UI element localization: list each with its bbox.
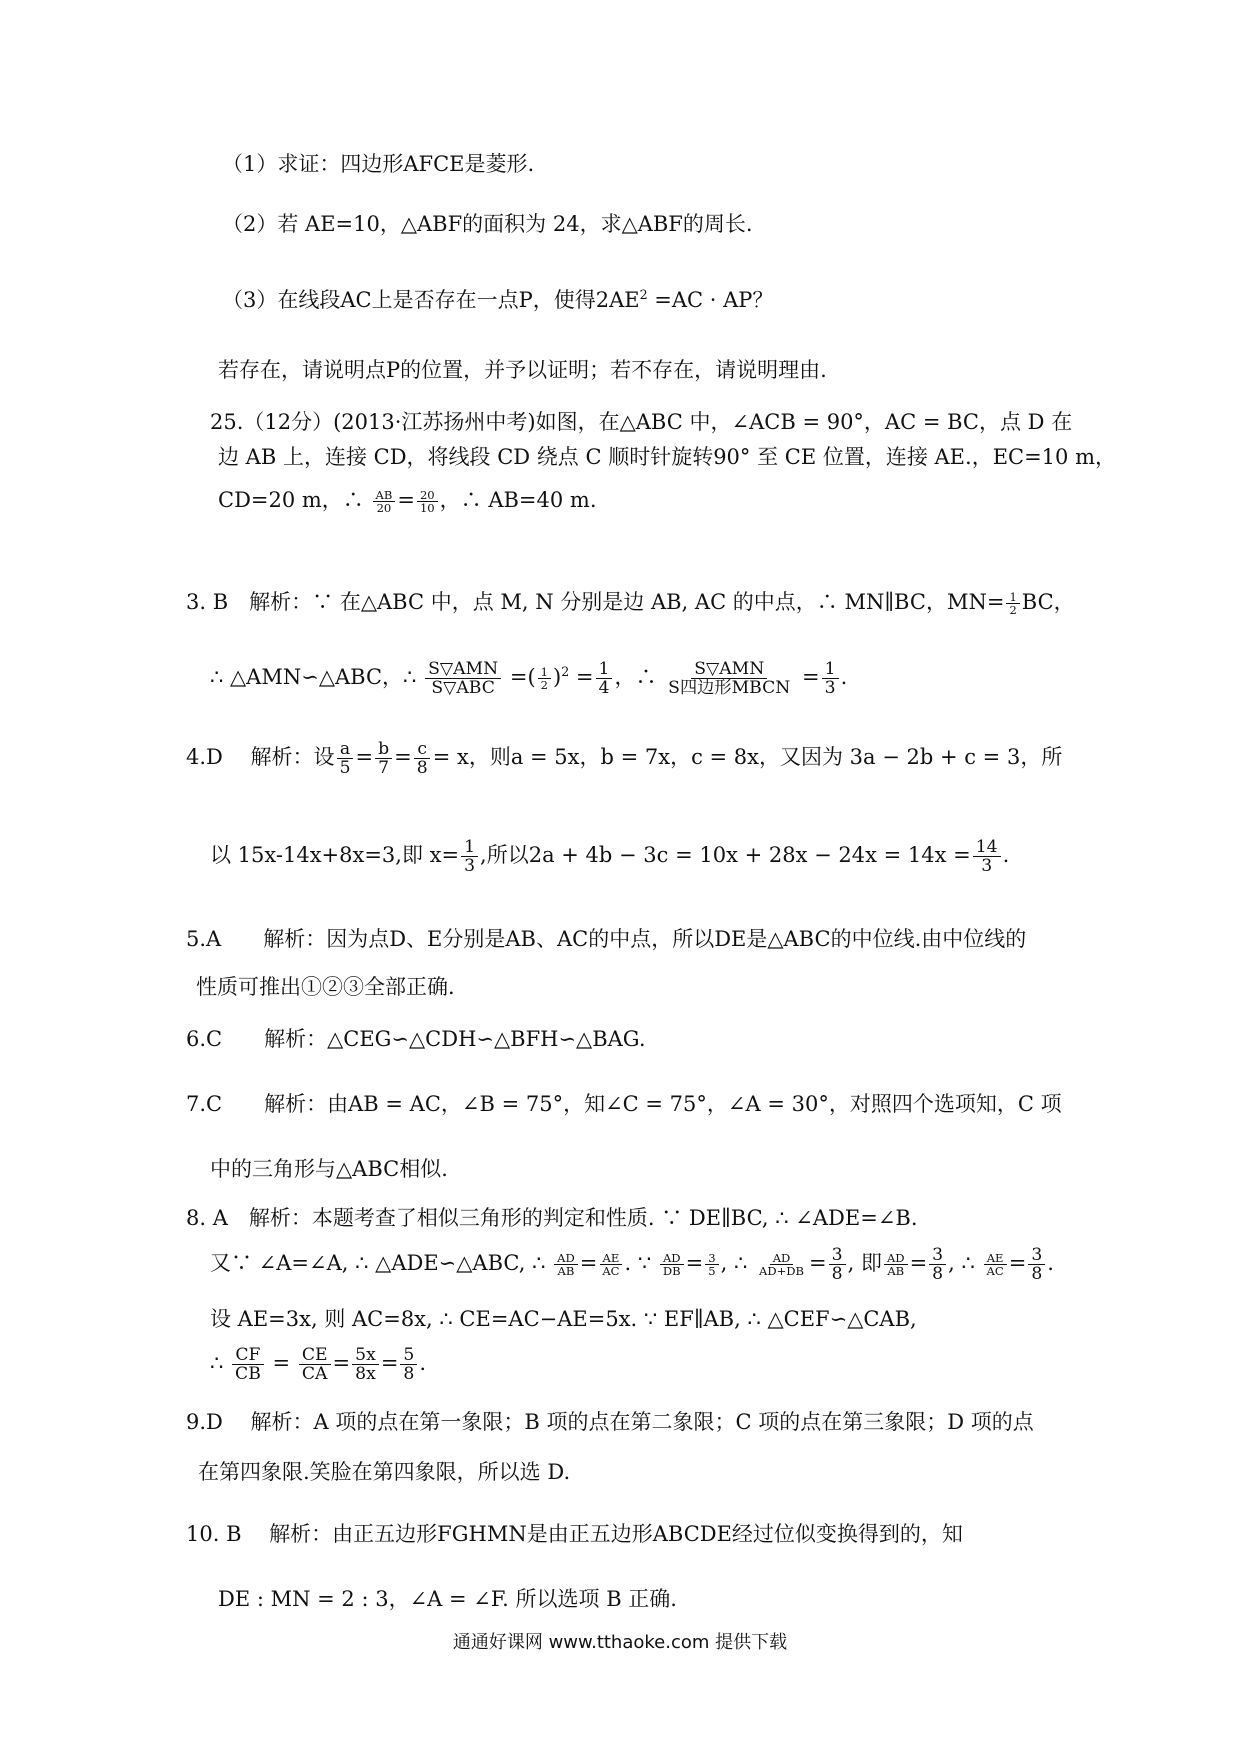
- equals: =: [685, 1251, 704, 1276]
- fraction: [538, 666, 551, 691]
- equals: =: [809, 1251, 827, 1276]
- text: . ∵: [624, 1251, 658, 1276]
- fraction: [232, 1346, 264, 1383]
- numerator: CE: [299, 1346, 331, 1365]
- text: 又∵ ∠A=∠A, ∴ △ADE∽△ABC, ∴: [210, 1251, 553, 1276]
- equals: =: [909, 1251, 928, 1276]
- numerator: 5x: [352, 1346, 379, 1365]
- fraction: [299, 1346, 331, 1383]
- part-3-text-end: =AC · AP？: [647, 288, 774, 312]
- denominator: DB: [662, 1264, 681, 1279]
- answer-4-line-1: 4.D 解析：设 $\frac{a}{5}$ = $\frac{b}{7}$ = $\frac{c}{8}$ = x，则a = 5x，b = 7x，c = 8x，又因为 3a − 2b + c = 3，所: [186, 739, 1063, 779]
- answer-5-line-1: 5.A 解析：因为点D、E分别是AB、AC的中点，所以DE是△ABC的中位线.由中位线的: [186, 927, 1027, 951]
- text: ,所以2a + 4b − 3c = 10x + 28x − 24x = 14x =: [480, 843, 971, 868]
- answer-10-line-2: DE : MN = 2 : 3，∠A = ∠F. 所以选项 B 正确.: [218, 1587, 677, 1611]
- text: , ∴: [720, 1251, 755, 1276]
- equals: =: [1008, 1251, 1027, 1276]
- question-24-part-3: [222, 287, 773, 313]
- answer-9-line-2: 在第四象限.笑脸在第四象限，所以选 D.: [198, 1460, 571, 1484]
- denominator: 8: [416, 758, 428, 779]
- exponent: 2: [561, 664, 570, 680]
- fraction: [660, 1252, 684, 1277]
- numerator: CF: [232, 1346, 263, 1365]
- numerator: 5: [400, 1346, 417, 1365]
- numerator: AD: [660, 1252, 684, 1265]
- fraction: [375, 740, 392, 777]
- answer-3-line-2: ∴ △AMN∽△ABC，∴ $\frac{\text{S▽AMN}}{\text{S▽ABC}}$ =( $\frac{1}{2}$ )$^2$ = $\frac{1}{4}$ ，∴ $\frac{\text{S▽AMN}}{\text{S四边形MBCN}}$ = $\frac{1}{3}$ .: [210, 659, 848, 699]
- denominator: 8: [403, 1364, 415, 1385]
- fraction: [554, 1252, 578, 1277]
- text: BC，: [1021, 590, 1075, 614]
- denominator: 8: [1031, 1264, 1043, 1285]
- numerator: 1: [461, 838, 478, 857]
- text: 4.D 解析：设: [186, 745, 335, 770]
- fraction: [373, 489, 396, 514]
- answer-9-line-1: 9.D 解析：A 项的点在第一象限；B 项的点在第二象限；C 项的点在第三象限；D 项的点: [186, 1410, 1034, 1434]
- denominator: 2: [540, 678, 549, 693]
- answer-8-line-4: ∴ $\frac{CF}{CB}$ = $\frac{CE}{CA}$ = $\frac{5x}{8x}$ = $\frac{5}{8}$ .: [210, 1345, 427, 1385]
- numerator: 1: [822, 660, 839, 679]
- answer-8-line-3: 设 AE=3x, 则 AC=8x, ∴ CE=AC−AE=5x. ∵ EF∥AB, ∴ △CEF∽△CAB,: [210, 1307, 917, 1331]
- page-footer: 通通好课网 www.tthaoke.com 提供下载: [452, 1632, 788, 1653]
- equals: =: [579, 1251, 598, 1276]
- fraction: [414, 740, 431, 777]
- fraction: [1006, 591, 1019, 616]
- numerator: AD: [554, 1252, 578, 1265]
- denominator: S▽ABC: [431, 678, 495, 699]
- text: 3. B 解析：∵ 在△ABC 中，点 M, N 分别是边 AB, AC 的中点，∴ MN∥BC，MN=: [186, 590, 1005, 614]
- denominator: 7: [378, 758, 390, 779]
- denominator: 4: [598, 678, 610, 699]
- fraction: [337, 740, 354, 777]
- numerator: S▽AMN: [425, 660, 501, 679]
- numerator: 1: [538, 666, 551, 679]
- denominator: CB: [235, 1364, 261, 1385]
- fraction: [599, 1252, 622, 1277]
- denominator: AD+DB: [759, 1264, 805, 1279]
- denominator: 3: [464, 856, 476, 877]
- answer-3-line-1: [186, 590, 1075, 616]
- text: ，∴ AB=40 m.: [439, 488, 597, 512]
- numerator: b: [375, 740, 392, 759]
- numerator: S▽AMN: [691, 660, 767, 679]
- answer-7-line-2: 中的三角形与△ABC相似.: [210, 1157, 448, 1181]
- fraction: [425, 660, 501, 697]
- numerator: 20: [417, 489, 438, 502]
- denominator: AC: [986, 1264, 1004, 1279]
- text: , ∴: [948, 1251, 982, 1276]
- part-3-text: （3）在线段AC上是否存在一点P，使得2AE: [222, 288, 640, 312]
- fraction: [756, 1252, 807, 1277]
- question-25-line-2: 边 AB 上，连接 CD，将线段 CD 绕点 C 顺时针旋转90° 至 CE 位置，连接 AE.，EC=10 m，: [218, 445, 1116, 469]
- numerator: 3: [705, 1252, 718, 1265]
- numerator: 3: [829, 1246, 846, 1265]
- fraction: [984, 1252, 1007, 1277]
- fraction: [1028, 1246, 1045, 1283]
- numerator: a: [337, 740, 353, 759]
- text: .: [1002, 843, 1010, 868]
- fraction: [461, 838, 478, 875]
- text: =: [795, 665, 820, 690]
- denominator: 10: [419, 501, 435, 515]
- numerator: AB: [373, 489, 396, 502]
- denominator: 3: [981, 856, 993, 877]
- fraction: [417, 489, 438, 514]
- fraction: [829, 1246, 846, 1283]
- text: .: [1047, 1251, 1054, 1276]
- text: 以 15x-14x+8x=3,即 x=: [210, 843, 460, 868]
- fraction: [596, 660, 613, 697]
- text: ，∴: [614, 665, 664, 690]
- denominator: AB: [887, 1264, 905, 1279]
- denominator: AB: [557, 1264, 575, 1279]
- text: = x，则a = 5x，b = 7x，c = 8x，又因为 3a − 2b + c = 3，所: [432, 745, 1063, 770]
- question-24-part-1: （1）求证：四边形AFCE是菱形.: [222, 152, 535, 176]
- denominator: 2: [1009, 603, 1017, 617]
- answer-8-line-1: 8. A 解析：本题考查了相似三角形的判定和性质. ∵ DE∥BC, ∴ ∠ADE=∠B.: [186, 1206, 918, 1230]
- question-25-line-1: 25.（12分）(2013·江苏扬州中考)如图，在△ABC 中，∠ACB = 90°，AC = BC，点 D 在: [210, 410, 1073, 434]
- text: CD=20 m，∴: [218, 488, 371, 512]
- numerator: AE: [600, 1252, 623, 1265]
- fraction: [665, 660, 793, 697]
- fraction: [352, 1346, 379, 1383]
- text: , 即: [847, 1251, 882, 1276]
- numerator: 1: [1006, 591, 1019, 604]
- text: .: [840, 665, 848, 690]
- answer-6: 6.C 解析：△CEG∽△CDH∽△BFH∽△BAG.: [186, 1027, 646, 1051]
- denominator: 3: [824, 678, 836, 699]
- fraction: [929, 1246, 946, 1283]
- question-24-part-3-continued: 若存在，请说明点P的位置，并予以证明；若不存在，请说明理由.: [218, 358, 827, 382]
- answer-5-line-2: 性质可推出①②③全部正确.: [196, 975, 455, 999]
- denominator: 20: [376, 501, 392, 515]
- denominator: 8x: [355, 1364, 376, 1385]
- exponent: 2: [639, 287, 648, 302]
- question-24-part-2: （2）若 AE=10，△ABF的面积为 24，求△ABF的周长.: [222, 212, 753, 236]
- fraction: [884, 1252, 908, 1277]
- denominator: 8: [831, 1264, 843, 1285]
- numerator: c: [414, 740, 430, 759]
- denominator: CA: [301, 1364, 328, 1385]
- text: =: [503, 665, 528, 690]
- text: =: [569, 665, 594, 690]
- denominator: AC: [602, 1264, 620, 1279]
- denominator: 5: [708, 1264, 716, 1279]
- question-25-line-3: [218, 488, 597, 514]
- numerator: AD: [770, 1252, 794, 1265]
- denominator: 8: [932, 1264, 944, 1285]
- numerator: AE: [984, 1252, 1007, 1265]
- fraction: [400, 1346, 417, 1383]
- text: ∴ △AMN∽△ABC，∴: [210, 665, 424, 690]
- numerator: 14: [973, 838, 1001, 857]
- numerator: 3: [1028, 1246, 1045, 1265]
- answer-7-line-1: 7.C 解析：由AB = AC，∠B = 75°，知∠C = 75°，∠A = 30°，对照四个选项知，C 项: [186, 1092, 1062, 1116]
- fraction: [973, 838, 1001, 875]
- answer-4-line-2: [210, 838, 1009, 875]
- answer-10-line-1: 10. B 解析：由正五边形FGHMN是由正五边形ABCDE经过位似变换得到的，知: [186, 1522, 963, 1546]
- text: ∴: [210, 1351, 231, 1376]
- numerator: 1: [596, 660, 613, 679]
- numerator: 3: [929, 1246, 946, 1265]
- numerator: AD: [884, 1252, 908, 1265]
- fraction: [822, 660, 839, 697]
- equals: =: [397, 488, 415, 512]
- text: .: [419, 1351, 427, 1376]
- denominator: 5: [339, 758, 351, 779]
- answer-8-line-2: [210, 1246, 1054, 1283]
- denominator: S四边形MBCN: [668, 678, 791, 699]
- fraction: [705, 1252, 718, 1277]
